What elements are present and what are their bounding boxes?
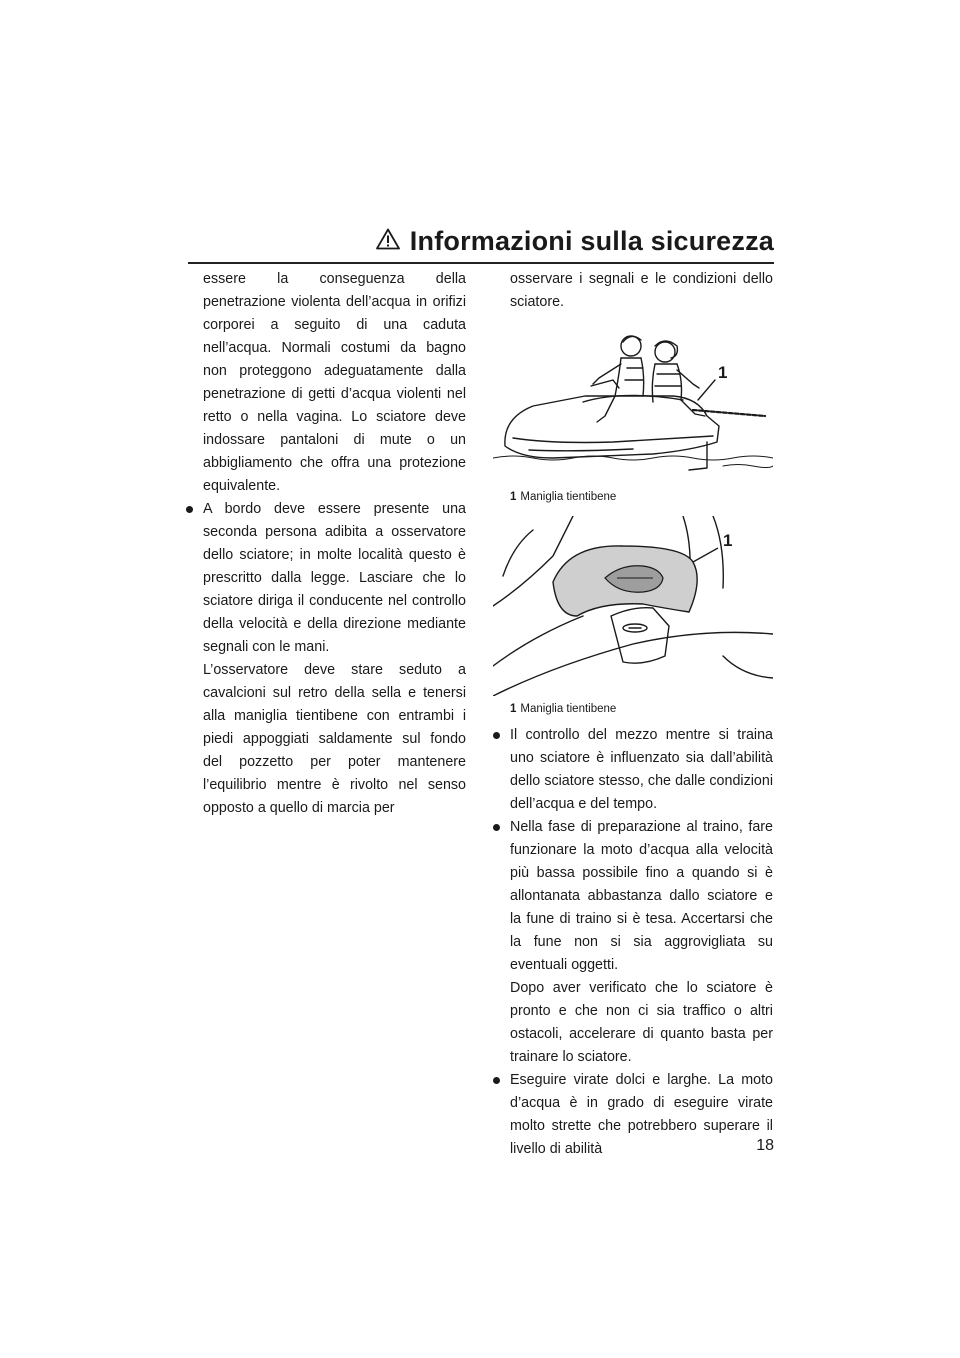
paragraph: Dopo aver verificato che lo sciatore è pronto e che non ci sia traffico o altri ostacoli, accelerare di quanto basta per trainare lo sciatore. xyxy=(510,980,773,1065)
figure-grab-handle xyxy=(493,516,773,696)
page-number: 18 xyxy=(756,1137,774,1154)
figure-watercraft-towing xyxy=(493,318,773,486)
header-title-text: Informazioni sulla sicurezza xyxy=(409,226,774,256)
figure-caption xyxy=(493,490,773,504)
bullet-dot-icon xyxy=(186,506,193,513)
right-column xyxy=(493,268,773,1161)
bullet-item xyxy=(493,1069,773,1161)
bullet-dot-icon xyxy=(493,824,500,831)
callout-number: 1 xyxy=(718,363,728,382)
paragraph: essere la conseguenza della penetrazione violenta dell’acqua in orifizi corporei a seguito di una caduta nell’acqua. Normali costumi da bagno non proteggono adeguatamente dalla penetrazione di getti d’acqua violenti nel retto o nella vagina. Lo sciatore deve indossare pantaloni di mute o un abbigliamento che offra una protezione equivalente. xyxy=(203,271,466,494)
bullet-text: Il controllo del mezzo mentre si traina uno sciatore è influenzato sia dall’abilità dello sciatore stesso, che dalle condizioni dell’acqua e del tempo. xyxy=(510,727,773,812)
paragraph: L’osservatore deve stare seduto a cavalcioni sul retro della sella e tenersi alla maniglia tientibene con entrambi i piedi appoggiati saldamente sul fondo del pozzetto per poter mantenere l’equilibrio mentre è rivolto nel senso opposto a quello di marcia per xyxy=(203,662,466,816)
caption-number: 1 xyxy=(510,491,517,503)
section-title xyxy=(376,228,774,260)
header-rule xyxy=(188,262,774,264)
bullet-item xyxy=(493,724,773,816)
figure-caption xyxy=(493,702,773,716)
caption-text: Maniglia tientibene xyxy=(520,703,617,715)
paragraph: osservare i segnali e le condizioni dello sciatore. xyxy=(510,271,773,310)
caption-text: Maniglia tientibene xyxy=(520,491,617,503)
page-header xyxy=(188,222,774,260)
bullet-text: A bordo deve essere presente una seconda persona adibita a osservatore dello sciatore; in molte località questo è prescritto dalla legge. Lasciare che lo sciatore diriga il conducente nel controllo della velocità e della direzione mediante segnali con le mani. xyxy=(203,501,466,655)
bullet-dot-icon xyxy=(493,732,500,739)
bullet-text: Nella fase di preparazione al traino, fare funzionare la moto d’acqua alla velocità più bassa possibile fino a quando si è allontanata abbastanza dallo sciatore e la fune di traino si è tesa. Accertarsi che la fune non si sia aggrovigliata su eventuali oggetti. xyxy=(510,819,773,973)
grab-handle-illustration xyxy=(493,516,773,696)
bullet-text: Eseguire virate dolci e larghe. La moto d’acqua è in grado di eseguire virate molto strette che potrebbero superare il livello di abilità xyxy=(510,1072,773,1157)
watercraft-illustration xyxy=(493,318,773,486)
callout-number: 1 xyxy=(723,531,733,550)
bullet-dot-icon xyxy=(493,1077,500,1084)
bullet-item xyxy=(186,498,466,659)
left-column xyxy=(186,268,466,820)
caption-number: 1 xyxy=(510,703,517,715)
warning-triangle-icon xyxy=(376,228,400,255)
bullet-item xyxy=(493,816,773,977)
